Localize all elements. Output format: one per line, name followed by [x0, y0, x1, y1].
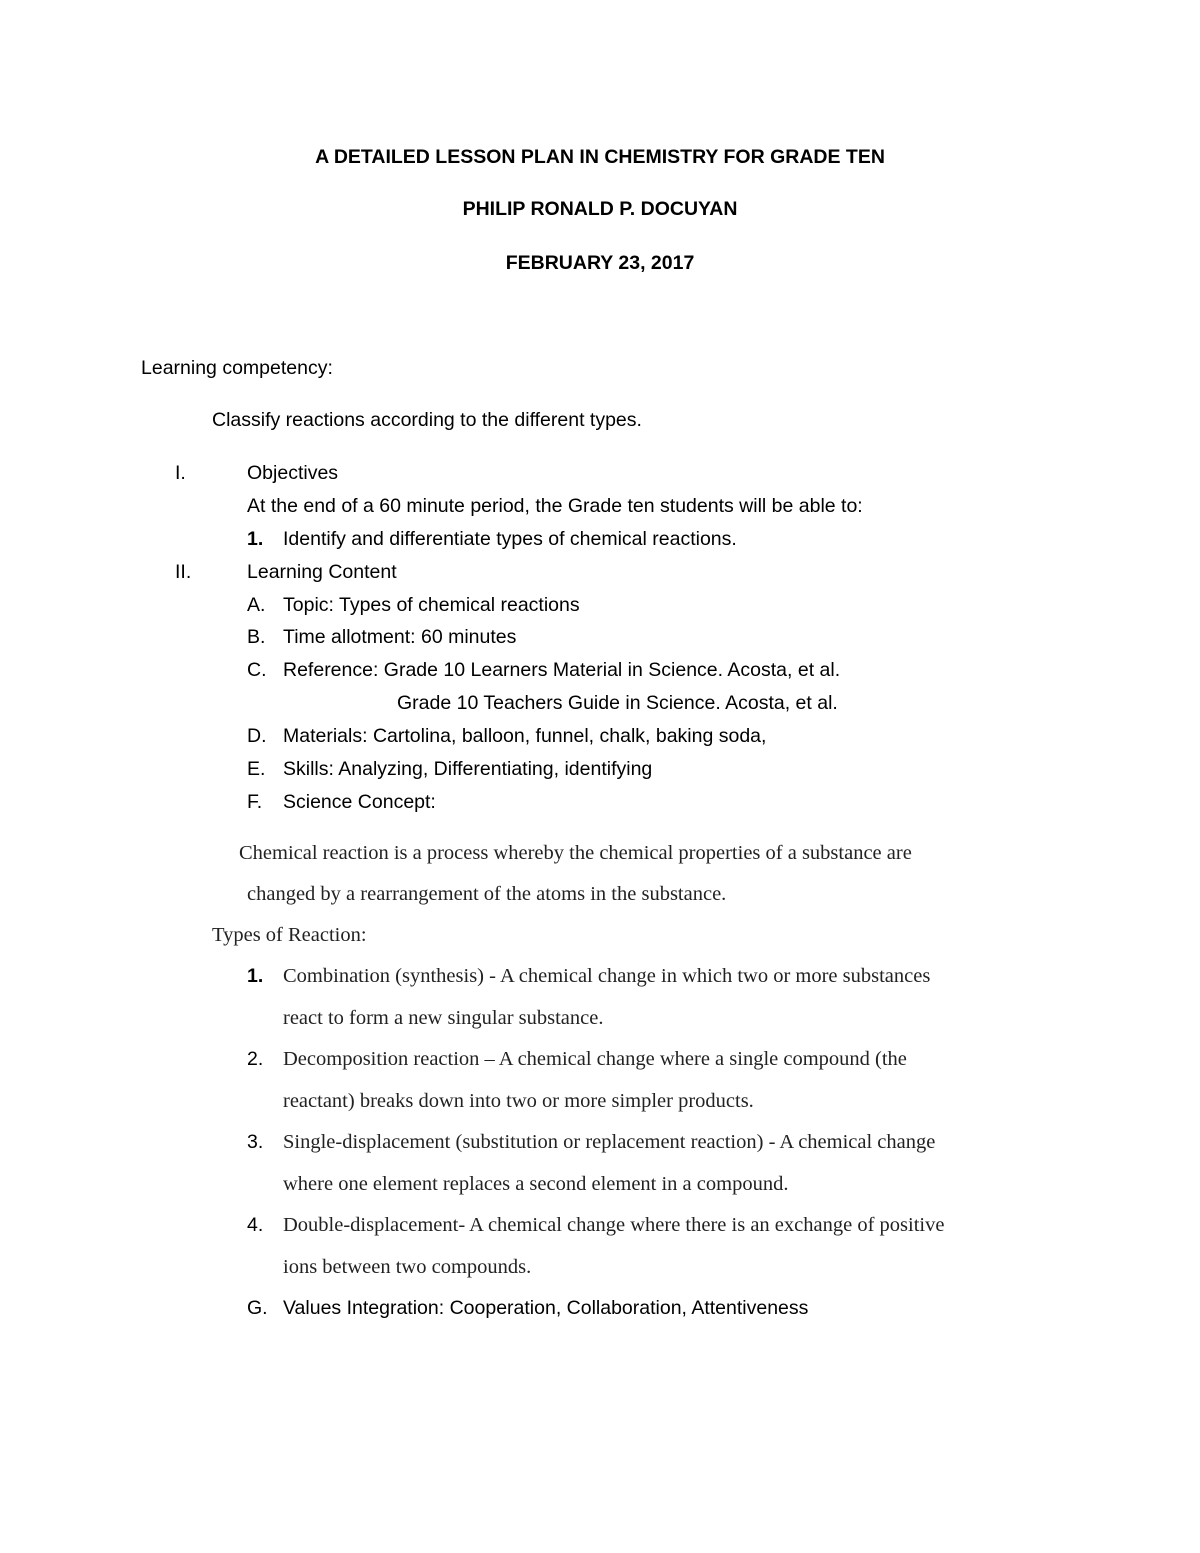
types-label: Types of Reaction: — [212, 924, 367, 946]
list-item-continuation: where one element replaces a second element in a compound. — [283, 1173, 789, 1195]
section-numeral: I. — [175, 462, 186, 484]
section-title: Learning Content — [247, 561, 397, 583]
list-item-continuation: react to form a new singular substance. — [283, 1007, 604, 1029]
competency-text: Classify reactions according to the different types. — [212, 409, 642, 431]
list-marker: 1. — [247, 965, 264, 987]
list-item: Science Concept: — [283, 791, 436, 813]
list-marker: 1. — [247, 528, 264, 550]
list-item: Decomposition reaction – A chemical change where a single compound (the — [283, 1048, 907, 1070]
list-item: Identify and differentiate types of chemical reactions. — [283, 528, 737, 550]
list-marker: B. — [247, 626, 266, 648]
competency-label: Learning competency: — [141, 357, 333, 379]
document-title: A DETAILED LESSON PLAN IN CHEMISTRY FOR GRADE TEN — [315, 146, 885, 168]
list-item: Reference: Grade 10 Learners Material in Science. Acosta, et al. — [283, 659, 841, 681]
section-title: Objectives — [247, 462, 339, 484]
list-item: Skills: Analyzing, Differentiating, identifying — [283, 758, 653, 780]
list-marker: 2. — [247, 1048, 264, 1070]
list-marker: G. — [247, 1297, 268, 1319]
section-numeral: II. — [175, 561, 192, 583]
objectives-intro: At the end of a 60 minute period, the Grade ten students will be able to: — [247, 495, 863, 517]
list-marker: 4. — [247, 1214, 264, 1236]
list-item-continuation: Grade 10 Teachers Guide in Science. Acosta, et al. — [397, 692, 838, 714]
author-name: PHILIP RONALD P. DOCUYAN — [462, 198, 738, 220]
list-item: Time allotment: 60 minutes — [283, 626, 517, 648]
list-marker: E. — [247, 758, 266, 780]
list-item-continuation: ions between two compounds. — [283, 1256, 532, 1278]
list-marker: A. — [247, 594, 266, 616]
concept-text: Chemical reaction is a process whereby the chemical properties of a substance are — [239, 842, 912, 864]
concept-text: changed by a rearrangement of the atoms in the substance. — [247, 883, 727, 905]
list-marker: C. — [247, 659, 267, 681]
list-marker: D. — [247, 725, 267, 747]
list-item: Topic: Types of chemical reactions — [283, 594, 580, 616]
list-marker: F. — [247, 791, 263, 813]
list-item-continuation: reactant) breaks down into two or more simpler products. — [283, 1090, 754, 1112]
list-item: Combination (synthesis) - A chemical change in which two or more substances — [283, 965, 931, 987]
list-item: Values Integration: Cooperation, Collaboration, Attentiveness — [283, 1297, 809, 1319]
list-item: Double-displacement- A chemical change where there is an exchange of positive — [283, 1214, 945, 1236]
list-item: Materials: Cartolina, balloon, funnel, chalk, baking soda, — [283, 725, 767, 747]
document-date: FEBRUARY 23, 2017 — [505, 252, 695, 274]
list-item: Single-displacement (substitution or replacement reaction) - A chemical change — [283, 1131, 936, 1153]
list-marker: 3. — [247, 1131, 264, 1153]
